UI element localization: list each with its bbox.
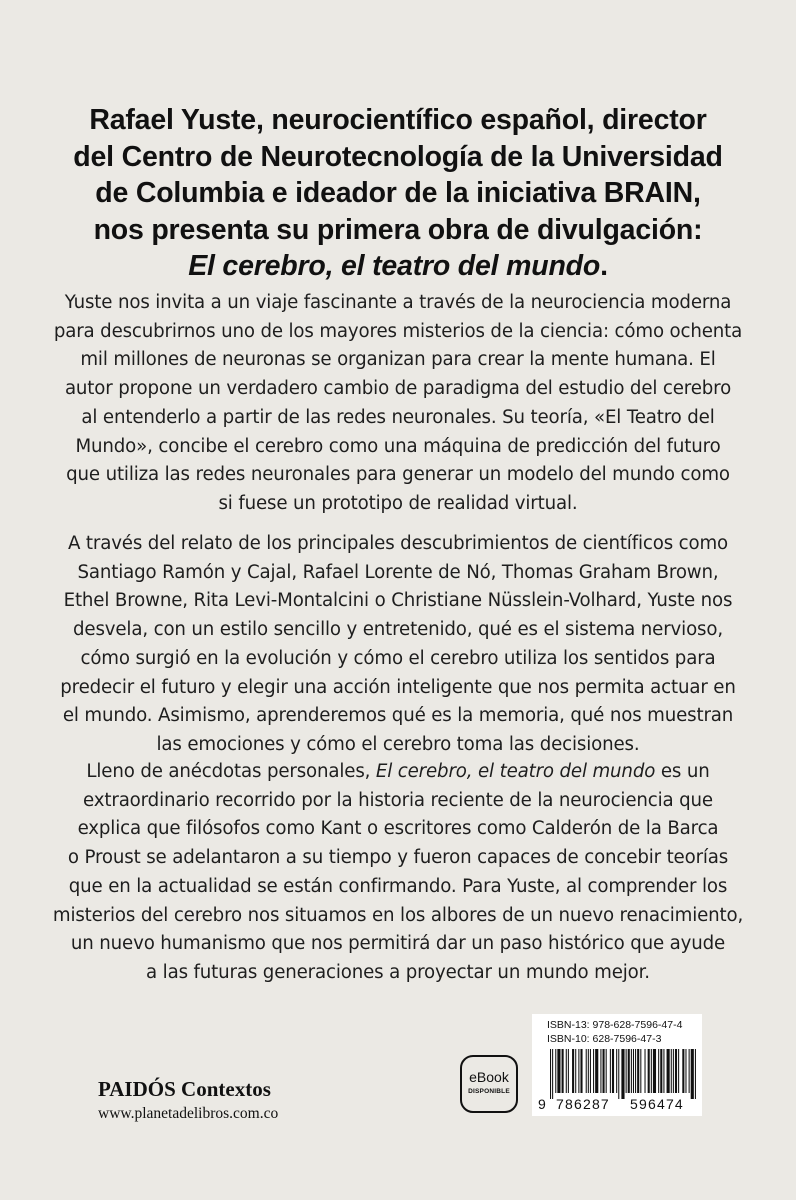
barcode-right-digits: 596474	[630, 1096, 684, 1112]
paragraph-line: Yuste nos invita a un viaje fascinante a través de la neurociencia moderna	[64, 292, 732, 313]
barcode-bar	[671, 1049, 672, 1093]
isbn10-text: ISBN-10: 628-7596-47-3	[547, 1033, 662, 1045]
barcode-left-digits: 786287	[556, 1096, 610, 1112]
barcode-bar	[578, 1049, 579, 1093]
paragraph-line: para descubrirnos uno de los mayores misterios de la ciencia: cómo ochenta	[53, 320, 743, 342]
ebook-badge	[460, 1055, 518, 1113]
ebook-badge-sublabel: DISPONIBLE	[468, 1088, 510, 1095]
barcode-bar	[695, 1049, 696, 1099]
barcode-bar	[610, 1049, 611, 1093]
paragraph-line: el mundo. Asimismo, aprenderemos qué es la memoria, qué nos muestran	[62, 705, 734, 727]
paragraph-line: las emociones y cómo el cerebro toma las decisiones.	[156, 733, 640, 755]
barcode-bar	[658, 1049, 659, 1093]
paragraph-text: Lleno de anécdotas personales,	[86, 761, 376, 782]
paragraph-line: cómo surgió en la evolución y cómo el cerebro utiliza los sentidos para	[80, 647, 716, 669]
paragraph-line: a las futuras generaciones a proyectar un mundo mejor.	[146, 961, 650, 983]
paragraph-first-line	[40, 758, 756, 787]
barcode-bar	[590, 1049, 591, 1093]
barcode-bar	[552, 1049, 553, 1099]
book-title-italic: El cerebro, el teatro del mundo	[188, 250, 601, 282]
paragraph-scientists	[40, 530, 756, 760]
publisher-logo: PAIDÓS Contextos	[98, 1077, 271, 1101]
barcode-bar	[568, 1049, 569, 1093]
barcode-bar	[691, 1049, 694, 1099]
paragraph-line: autor propone un verdadero cambio de paradigma del estudio del cerebro	[64, 378, 732, 400]
barcode-bar	[645, 1049, 646, 1093]
barcode-bar	[628, 1049, 630, 1093]
barcode-bar	[660, 1049, 662, 1093]
barcode-bar	[663, 1049, 664, 1093]
barcode-bar	[603, 1049, 605, 1093]
barcode-bar	[640, 1049, 641, 1093]
paragraph-line: Ethel Browne, Rita Levi-Montalcini o Christiane Nüsslein-Volhard, Yuste nos	[63, 590, 733, 612]
barcode-bar	[555, 1049, 556, 1093]
barcode-bar	[631, 1049, 632, 1093]
headline-line: del Centro de Neurotecnología de la Universidad	[73, 140, 723, 173]
paragraph-line: Mundo», concibe el cerebro como una máquina de predicción del futuro	[75, 435, 721, 457]
paragraph-line: o Proust se adelantaron a su tiempo y fueron capaces de concebir teorías	[67, 847, 729, 869]
barcode-bar	[580, 1049, 582, 1093]
barcode-bar	[606, 1049, 607, 1093]
paragraph-line: que utiliza las redes neuronales para generar un modelo del mundo como	[66, 464, 730, 486]
barcode-bar	[593, 1049, 594, 1093]
paragraph-line: extraordinario recorrido por la historia reciente de la neurociencia que	[83, 789, 713, 811]
isbn-barcode	[532, 1014, 702, 1116]
barcode-bar	[550, 1049, 551, 1099]
barcode-bar	[575, 1049, 576, 1093]
book-title-inline: El cerebro, el teatro del mundo	[375, 761, 656, 782]
paragraph-line: A través del relato de los principales descubrimientos de científicos como	[67, 533, 729, 554]
headline	[50, 102, 746, 285]
barcode-bar	[675, 1049, 677, 1093]
barcode-bar	[673, 1049, 674, 1093]
barcode-bar	[572, 1049, 574, 1093]
barcode-bar	[653, 1049, 656, 1093]
paragraph-line: si fuese un prototipo de realidad virtual.	[218, 492, 578, 514]
paragraph-conclusion	[40, 758, 756, 988]
barcode-first-digit: 9	[538, 1096, 547, 1112]
barcode-bar	[586, 1049, 587, 1093]
paragraph-text: es un	[655, 761, 710, 782]
barcode-bar	[635, 1049, 636, 1093]
barcode-bar	[682, 1049, 684, 1093]
barcode-bar	[618, 1049, 619, 1099]
headline-line: de Columbia e ideador de la iniciativa BRAIN,	[95, 177, 701, 209]
barcode-bar	[600, 1049, 601, 1093]
barcode-bar	[689, 1049, 690, 1093]
barcode-bar	[637, 1049, 639, 1093]
barcode-bar	[648, 1049, 650, 1093]
barcode-bar	[651, 1049, 652, 1093]
barcode-bar	[626, 1049, 627, 1093]
barcode-bar	[588, 1049, 589, 1093]
paragraph-intro	[40, 289, 756, 519]
paragraph-line: mil millones de neuronas se organizan para crear la mente humana. El	[80, 349, 716, 371]
paragraph-line: al entenderlo a partir de las redes neuronales. Su teoría, «El Teatro del	[81, 406, 715, 428]
barcode-bar	[678, 1049, 679, 1093]
barcode-bar	[633, 1049, 634, 1093]
ebook-badge-label: eBook	[469, 1069, 509, 1085]
paragraph-line: un nuevo humanismo que nos permitirá dar un paso histórico que ayude	[70, 933, 726, 955]
paragraph-line: misterios del cerebro nos situamos en los albores de un nuevo renacimiento,	[52, 904, 744, 926]
headline-title-line	[50, 248, 746, 285]
barcode-bar	[612, 1049, 614, 1093]
barcode-bar	[616, 1049, 617, 1093]
paragraph-line: que en la actualidad se están confirmando. Para Yuste, al comprender los	[68, 875, 728, 897]
barcode-bar	[566, 1049, 567, 1093]
isbn13-text: ISBN-13: 978-628-7596-47-4	[547, 1019, 683, 1031]
paragraph-line: explica que filósofos como Kant o escritores como Calderón de la Barca	[77, 818, 719, 840]
barcode-bar	[685, 1049, 686, 1093]
barcode-bar	[557, 1049, 560, 1093]
paragraph-line: desvela, con un estilo sencillo y entretenido, qué es el sistema nervioso,	[73, 619, 723, 641]
barcode-bar	[595, 1049, 598, 1093]
barcode-bar	[621, 1049, 624, 1099]
barcode-digits	[532, 1096, 702, 1116]
paragraph-line: predecir el futuro y elegir una acción inteligente que nos permita actuar en	[60, 676, 736, 698]
barcode-bar	[562, 1049, 564, 1093]
headline-period: .	[600, 250, 608, 282]
barcode-bar	[667, 1049, 670, 1093]
paragraph-line: Santiago Ramón y Cajal, Rafael Lorente de Nó, Thomas Graham Brown,	[77, 561, 719, 583]
headline-line: Rafael Yuste, neurocientífico español, director	[89, 104, 707, 136]
headline-line: nos presenta su primera obra de divulgación:	[93, 213, 703, 246]
barcode-bars	[548, 1049, 698, 1099]
publisher-website[interactable]: www.planetadelibros.com.co	[98, 1105, 279, 1122]
